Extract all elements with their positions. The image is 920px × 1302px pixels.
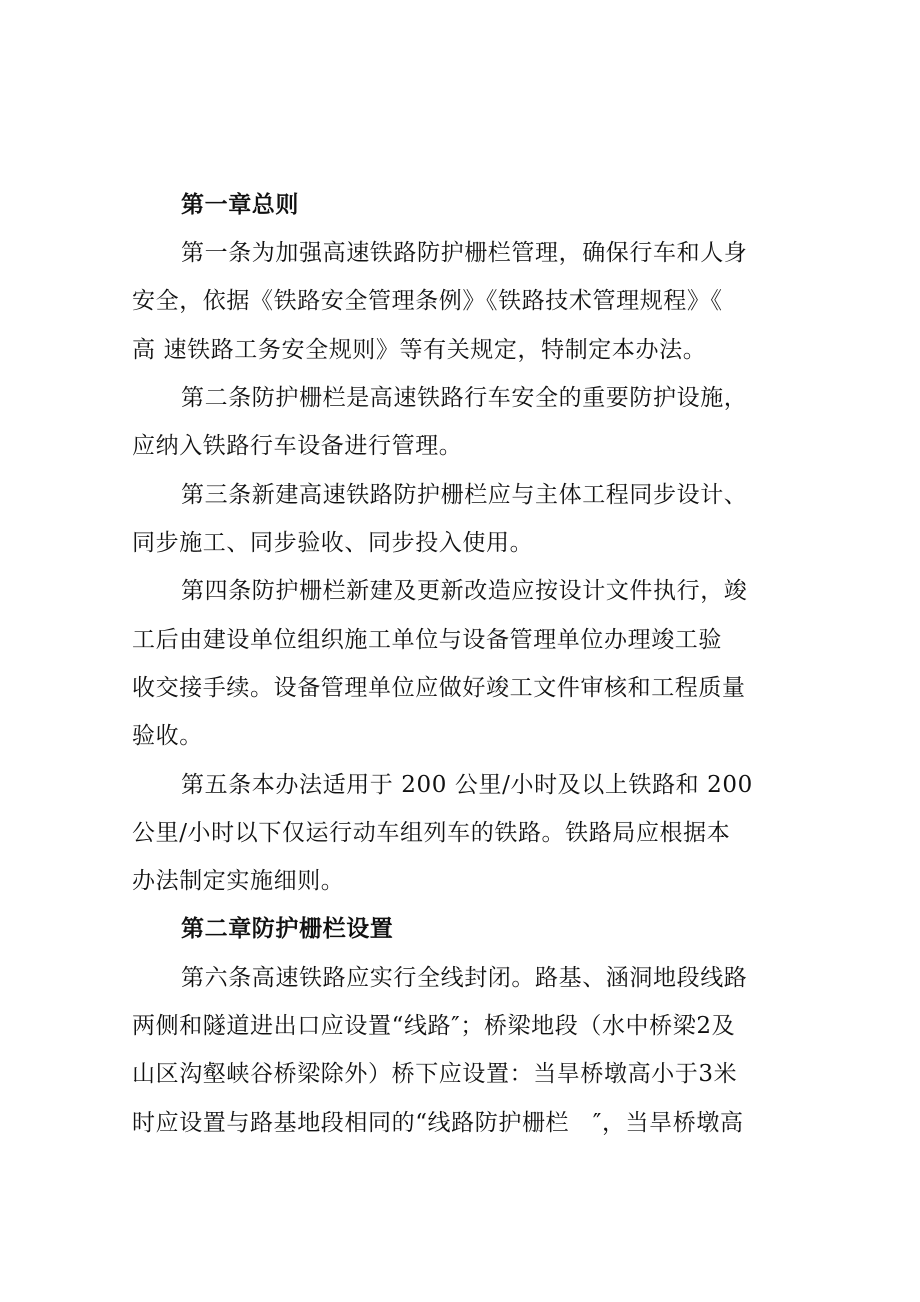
article-6-line-4: 时应设置与路基地段相同的“线路防护栅栏 ″，当旱桥墩高 [132,1110,744,1136]
article-2-line-2: 应纳入铁路行车设备进行管理。 [132,433,463,459]
article-1-line-2: 安全，依据《铁路安全管理条例》《铁路技术管理规程》《 [132,288,723,314]
article-2-line-1: 第二条防护栅栏是高速铁路行车安全的重要防护设施， [181,385,748,411]
article-1-line-1: 第一条为加强高速铁路防护栅栏管理，确保行车和人身 [181,240,748,266]
article-4-line-2: 工后由建设单位组织施工单位与设备管理单位办理竣工验 [132,627,722,653]
article-4-line-3: 收交接手续。设备管理单位应做好竣工文件审核和工程质量 [132,675,746,701]
article-1-line-3: 高 速铁路工务安全规则》等有关规定，特制定本办法。 [132,337,707,363]
article-3-line-2: 同步施工、同步验收、同步投入使用。 [132,530,534,556]
article-6-line-2: 两侧和隧道进出口应设置“线路″；桥梁地段（水中桥梁2及 [132,1013,736,1039]
article-4-line-4: 验收。 [132,723,203,749]
article-5-line-2: 公里/小时以下仅运行动车组列车的铁路。铁路局应根据本 [132,820,731,846]
article-6-line-3: 山区沟壑峡谷桥梁除外）桥下应设置：当旱桥墩高小于3米 [132,1061,738,1087]
chapter-2-heading: 第二章防护栅栏设置 [181,915,394,942]
article-4-line-1: 第四条防护栅栏新建及更新改造应按设计文件执行，竣 [181,578,748,604]
article-5-line-3: 办法制定实施细则。 [132,868,345,894]
article-6-line-1: 第六条高速铁路应实行全线封闭。路基、涵洞地段线路 [181,965,748,991]
chapter-1-heading: 第一章总则 [181,191,299,218]
article-3-line-1: 第三条新建高速铁路防护栅栏应与主体工程同步设计、 [181,482,748,508]
article-5-line-1: 第五条本办法适用于 200 公里/小时及以上铁路和 200 [181,772,753,798]
